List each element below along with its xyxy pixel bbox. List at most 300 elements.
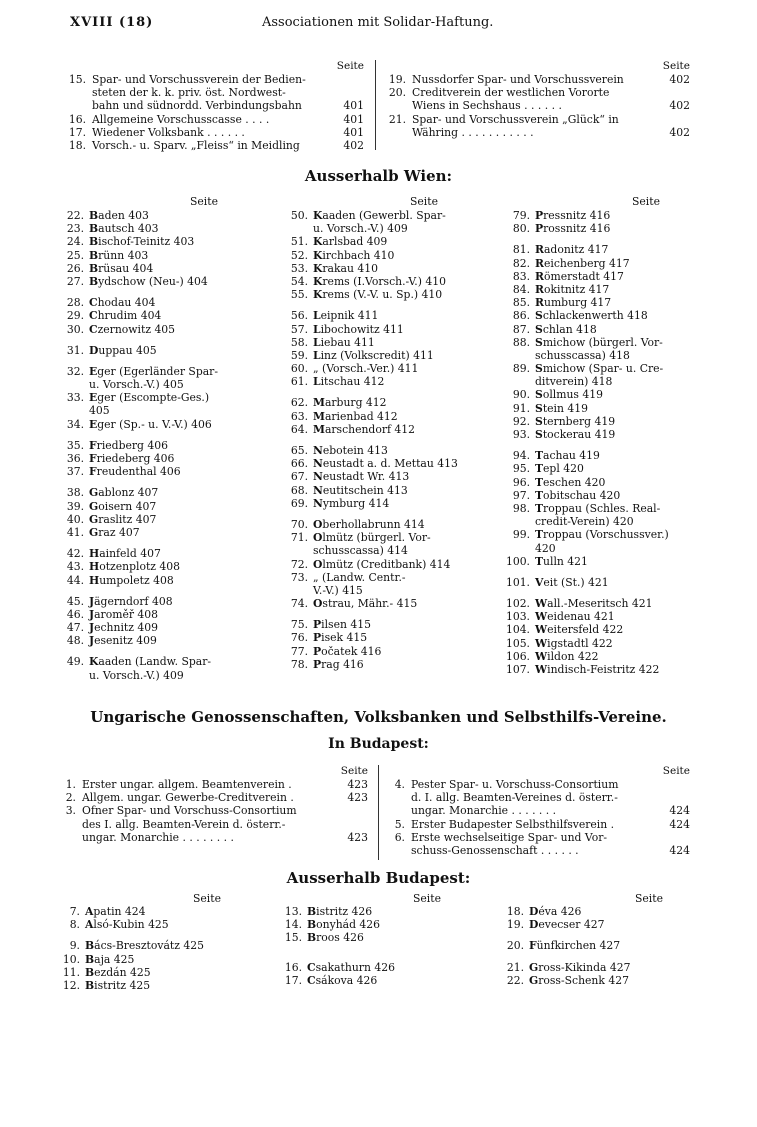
list-item [66,262,276,275]
list-item [284,631,499,644]
spacer [56,931,276,939]
budapest-outer-column-3 [500,905,710,987]
entry-text: Gross-Schenk 427 [529,973,629,987]
entry-text: Gross-Kikinda 427 [529,960,631,974]
list-item [284,309,499,322]
entry-text: Nebotein 413 [313,444,388,457]
entry-text: Krems (I.Vorsch.-V.) 410 [313,274,446,288]
entry-number: 61. [290,375,308,389]
entry-text: Ostrau, Mähr.- 415 [313,597,418,611]
entry-number: 95. [512,462,530,476]
list-item [500,222,710,235]
list-item [56,791,368,804]
list-item [284,558,499,571]
spacer [66,539,276,547]
entry-text: Ofner Spar- und Vorschuss-Consortium [82,804,297,818]
list-item [500,528,710,541]
spacer [66,336,276,344]
list-item [284,362,499,375]
entry-number: 21. [506,960,524,974]
entry-text: Neustadt a. d. Mettau 413 [313,457,458,471]
list-item [66,86,364,99]
entry-number: 77. [290,644,308,658]
list-item [385,831,690,844]
seite-label: Seite [635,892,663,905]
seite-label: Seite [413,892,441,905]
entry-text: Vorsch.- u. Sparv. „Fleiss“ in Meidling [92,138,300,152]
list-item [66,139,364,152]
entry-text: Bistritz 425 [85,978,151,992]
entry-text: Kaaden (Landw. Spar- [89,655,212,669]
list-item [284,584,499,597]
budapest-right-list [385,765,690,857]
list-item [284,597,499,610]
entry-number: 85. [512,296,530,310]
page-header [70,16,720,36]
entry-text: Kirchbach 410 [313,248,395,262]
entry-text: Olmütz (Creditbank) 414 [313,557,451,571]
entry-number: 49. [66,655,84,669]
entry-number: 25. [66,248,84,262]
entry-page: 423 [347,830,368,844]
entry-text: Sternberg 419 [535,414,616,428]
entry-number: 86. [512,309,530,323]
entry-text: Friedeberg 406 [89,452,175,465]
entry-page: 423 [347,778,368,791]
entry-number: 45. [66,594,84,608]
list-item [66,222,276,235]
list-item [500,428,710,441]
list-item [386,113,690,126]
list-item [66,669,276,682]
list-item [56,953,276,966]
entry-number: 23. [66,222,84,236]
entry-number: 88. [512,335,530,349]
entry-text: schusscassa) 418 [535,348,630,362]
entry-number: 74. [290,597,308,611]
list-item [284,645,499,658]
entry-text: Litschau 412 [313,375,385,389]
entry-number: 66. [290,457,308,471]
seite-label: Seite [193,892,221,905]
list-item [500,576,710,589]
entry-text: Déva 426 [529,905,582,918]
list-item [284,658,499,671]
entry-text: Olmütz (bürgerl. Vor- [313,531,431,545]
entry-number: 17. [68,125,86,139]
list-item [500,905,710,918]
entry-number: 76. [290,631,308,645]
list-item [284,288,499,301]
entry-number: 13. [284,905,302,918]
entry-number: 41. [66,525,84,539]
entry-text: Bonyhád 426 [307,918,381,932]
list-item [284,497,499,510]
list-item [386,126,690,139]
spacer [66,288,276,296]
entry-text: Nymburg 414 [313,496,390,510]
list-item [56,905,276,918]
entry-number: 107. [505,663,530,676]
entry-number: 90. [512,388,530,402]
list-item [284,410,499,423]
list-item [284,235,499,248]
entry-text: Gablonz 407 [89,486,159,500]
list-item [66,209,276,222]
entry-number: 79. [512,209,530,222]
entry-number: 60. [290,362,308,376]
entry-number: 96. [512,475,530,489]
entry-number: 64. [290,422,308,436]
entry-number: 52. [290,248,308,262]
spacer [500,568,710,576]
list-item [284,531,499,544]
entry-text: u. Vorsch.-V.) 409 [89,668,184,682]
entry-text: credit-Verein) 420 [535,515,634,529]
entry-text: Schlan 418 [535,322,597,336]
wien-column-3 [500,209,710,676]
entry-number: 2. [65,791,76,805]
entry-number: 11. [62,965,80,979]
section-title-ungarische: Ungarische Genossenschaften, Volksbanken und Selbsthilfs-Vereine. [90,708,667,726]
entry-number: 20. [506,939,524,953]
entry-text: Wildon 422 [535,649,599,663]
seite-label: Seite [662,765,690,777]
entry-number: 1. [65,778,76,791]
entry-text: Erster Budapester Selbsthilfsverein . [411,817,615,831]
entry-text: Spar- und Vorschussverein „Glück“ in [412,112,619,126]
entry-number: 44. [66,573,84,587]
entry-text: Währing . . . . . . . . . . . [412,125,534,139]
entry-number: 46. [66,607,84,621]
entry-number: 78. [290,657,308,671]
list-item [284,275,499,288]
list-item [66,404,276,417]
entry-text: Weitersfeld 422 [535,623,624,637]
entry-text: Nussdorfer Spar- und Vorschussverein [412,73,624,86]
entry-number: 73. [290,570,308,584]
list-item [284,518,499,531]
list-item [66,439,276,452]
spacer [284,388,499,396]
entry-text: Pisek 415 [313,631,368,645]
entry-text: Erster ungar. allgem. Beamtenverein . [82,778,292,791]
list-item [284,470,499,483]
entry-number: 16. [284,960,302,974]
entry-number: 65. [290,444,308,457]
list-item [500,323,710,336]
entry-text: Wall.-Meseritsch 421 [535,597,653,611]
list-item [284,618,499,631]
entry-number: 53. [290,261,308,275]
list-item [500,650,710,663]
page-number: XVIII (18) [70,15,154,30]
list-item [284,544,499,557]
seite-label: Seite [340,765,368,777]
list-item [66,486,276,499]
list-item [284,396,499,409]
entry-number: 40. [66,512,84,526]
list-item [66,344,276,357]
entry-page: 401 [343,125,364,139]
entry-text: Chodau 404 [89,296,156,310]
list-item [500,974,710,987]
list-item [66,391,276,404]
entry-text: Graz 407 [89,525,140,539]
entry-text: „ (Vorsch.-Ver.) 411 [313,362,419,376]
list-item [66,547,276,560]
entry-number: 9. [69,939,80,953]
entry-text: Baja 425 [85,952,135,966]
list-item [284,444,499,457]
entry-text: u. Vorsch.-V.) 405 [89,378,184,392]
list-item [500,349,710,362]
entry-number: 72. [290,557,308,571]
entry-page: 402 [343,138,364,152]
entry-page: 401 [343,99,364,113]
list-item [385,844,690,857]
entry-text: Neustadt Wr. 413 [313,470,410,484]
entry-text: Jaroměř 408 [89,607,159,621]
entry-text: Leipnik 411 [313,309,379,323]
entry-text: Creditverein der westlichen Vororte [412,86,610,100]
entry-text: Počatek 416 [313,644,382,658]
entry-page: 402 [669,99,690,113]
list-item [66,513,276,526]
entry-text: Marienbad 412 [313,409,398,423]
spacer [278,945,493,953]
entry-number: 28. [66,296,84,310]
list-item [66,634,276,647]
entry-number: 19. [506,918,524,932]
entry-text: Jesenitz 409 [89,634,157,648]
entry-text: schuss-Genossenschaft . . . . . . [411,843,579,857]
list-item [500,476,710,489]
list-item [66,296,276,309]
list-item [66,99,364,112]
list-item [500,309,710,322]
list-item [56,918,276,931]
list-item [500,555,710,568]
list-item [500,283,710,296]
entry-text: Weidenau 421 [535,610,615,624]
entry-number: 100. [505,554,530,568]
entry-number: 70. [290,517,308,531]
entry-text: Liebau 411 [313,335,375,349]
list-item [66,113,364,126]
entry-text: Csakathurn 426 [307,960,395,974]
entry-number: 69. [290,496,308,510]
entry-text: Devecser 427 [529,918,605,932]
entry-number: 55. [290,288,308,302]
entry-text: Wigstadtl 422 [535,636,613,650]
entry-number: 5. [394,817,405,831]
seite-label: Seite [410,195,438,208]
entry-text: 405 [89,404,110,418]
entry-text: ditverein) 418 [535,375,613,389]
wien-column-2 [284,209,499,671]
list-item [284,349,499,362]
entry-text: Bischof-Teinitz 403 [89,235,195,249]
entry-number: 29. [66,309,84,323]
list-item [386,99,690,112]
list-item [66,126,364,139]
entry-number: 103. [505,610,530,624]
entry-text: Bydschow (Neu-) 404 [89,274,208,288]
list-item [66,500,276,513]
entry-text: Troppau (Vorschussver.) [535,528,669,542]
entry-number: 6. [394,830,405,844]
spacer [66,431,276,439]
entry-text: Prossnitz 416 [535,222,611,236]
spacer [284,510,499,518]
list-item [66,452,276,465]
entry-text: Tepl 420 [535,462,584,476]
section-subtitle-budapest: In Budapest: [328,736,429,752]
entry-text: schusscassa) 414 [313,544,408,558]
entry-number: 10. [62,952,80,966]
entry-text: Wiedener Volksbank . . . . . . [92,125,245,139]
entry-number: 21. [388,112,406,126]
entry-number: 91. [512,401,530,415]
list-item [66,365,276,378]
entry-number: 94. [512,449,530,463]
list-item [385,778,690,791]
list-item [500,610,710,623]
list-item [500,270,710,283]
section-title-ausserhalb-budapest: Ausserhalb Budapest: [286,869,471,887]
entry-number: 106. [505,649,530,663]
list-item [66,621,276,634]
entry-text: Czernowitz 405 [89,322,176,336]
list-item [56,979,276,992]
list-item [500,362,710,375]
entry-text: Alsó-Kubin 425 [85,918,169,932]
entry-number: 93. [512,428,530,441]
entry-number: 97. [512,488,530,502]
entry-text: Wiens in Sechshaus . . . . . . [412,99,562,113]
list-item [500,637,710,650]
entry-number: 80. [512,222,530,236]
entry-number: 87. [512,322,530,336]
entry-text: Broos 426 [307,931,364,945]
seite-label: Seite [632,195,660,208]
list-item [66,73,364,86]
entry-text: Hotzenplotz 408 [89,560,181,574]
entry-text: Krems (V.-V. u. Sp.) 410 [313,288,443,302]
spacer [284,436,499,444]
spacer [278,953,493,961]
entry-text: Tulln 421 [535,554,588,568]
spacer [284,610,499,618]
list-item [66,323,276,336]
entry-text: Brünn 403 [89,248,149,262]
entry-number: 22. [66,209,84,222]
list-item [500,449,710,462]
entry-number: 19. [388,73,406,86]
page-title: Associationen mit Solidar-Haftung. [262,15,494,30]
vienna-left-list [66,60,364,152]
entry-number: 50. [290,209,308,222]
entry-number: 34. [66,417,84,431]
entry-text: d. I. allg. Beamten-Vereines d. österr.- [411,791,618,805]
entry-text: Reichenberg 417 [535,256,630,270]
entry-number: 59. [290,348,308,362]
list-item [284,336,499,349]
entry-number: 63. [290,409,308,423]
entry-text: Sollmus 419 [535,388,603,402]
entry-number: 58. [290,335,308,349]
entry-number: 24. [66,235,84,249]
list-item [66,608,276,621]
list-item [278,961,493,974]
list-item [66,574,276,587]
list-item [500,462,710,475]
entry-number: 84. [512,282,530,296]
entry-text: bahn und südnordd. Verbindungsbahn [92,99,302,113]
entry-number: 81. [512,243,530,257]
entry-text: Spar- und Vorschussverein der Bedien- [92,73,306,86]
spacer [500,441,710,449]
spacer [66,647,276,655]
list-item [500,961,710,974]
list-item [385,791,690,804]
list-item [66,465,276,478]
column-divider [375,60,376,150]
list-item [385,804,690,817]
entry-text: Jechnitz 409 [89,621,158,635]
entry-page: 424 [669,804,690,818]
seite-label: Seite [336,60,364,72]
entry-text: 420 [535,541,556,555]
entry-number: 89. [512,362,530,376]
list-item [500,388,710,401]
list-item [284,423,499,436]
list-item [500,243,710,256]
entry-text: Erste wechselseitige Spar- und Vor- [411,830,608,844]
entry-number: 4. [394,778,405,791]
vienna-right-list [386,60,690,139]
list-item [284,249,499,262]
entry-text: Graslitz 407 [89,512,157,526]
entry-number: 18. [68,138,86,152]
list-item [66,526,276,539]
entry-number: 7. [69,905,80,918]
list-item [66,249,276,262]
entry-text: Smichow (bürgerl. Vor- [535,335,663,349]
entry-number: 17. [284,973,302,987]
list-item [66,309,276,322]
list-item [284,323,499,336]
entry-text: Rumburg 417 [535,296,612,310]
entry-text: Baden 403 [89,209,149,222]
spacer [66,587,276,595]
entry-text: Troppau (Schles. Real- [535,501,661,515]
entry-number: 14. [284,918,302,932]
entry-text: Kaaden (Gewerbl. Spar- [313,209,446,222]
list-item [386,86,690,99]
list-item [284,209,499,222]
list-item [284,222,499,235]
entry-text: Bács-Bresztovátz 425 [85,939,204,953]
entry-text: Bezdán 425 [85,965,151,979]
list-item [500,489,710,502]
entry-page: 401 [343,112,364,126]
list-item [56,818,368,831]
entry-text: Linz (Volkscredit) 411 [313,348,434,362]
list-item [500,597,710,610]
entry-text: Bistritz 426 [307,905,373,918]
